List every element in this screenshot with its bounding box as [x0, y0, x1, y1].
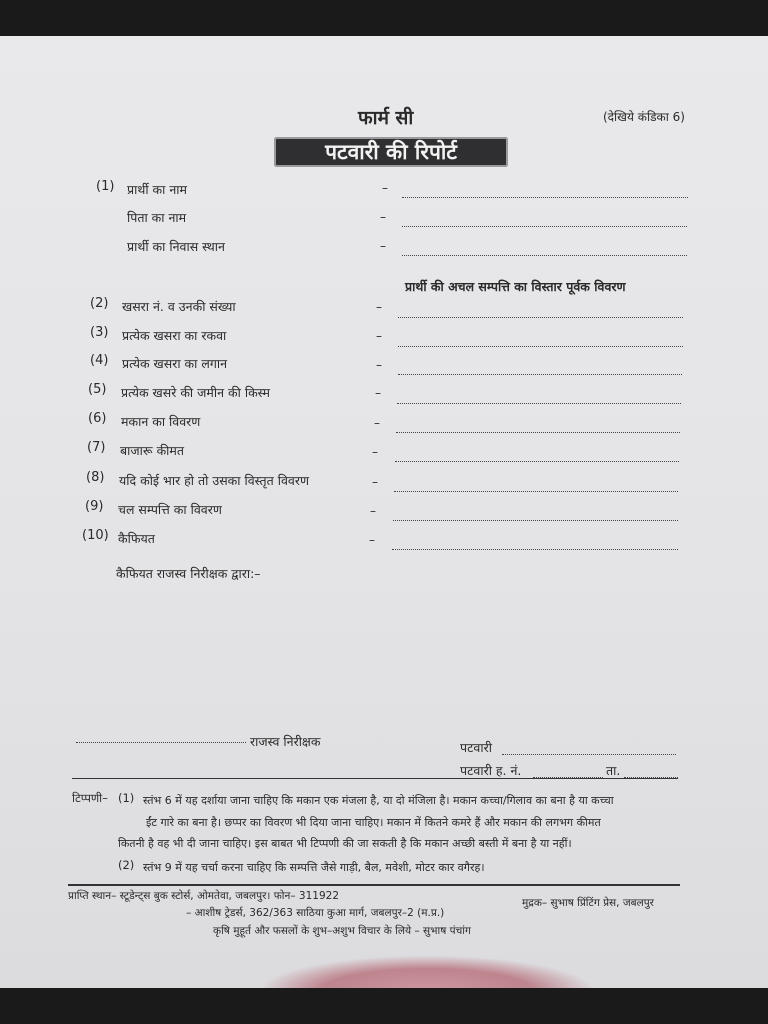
availability-line: प्राप्ति स्थान– स्टूडेन्ट्स बुक स्टोर्स, ओमतेवा, जबलपुर। फोन– 311922 — [68, 890, 340, 902]
footer-divider — [68, 884, 680, 886]
notes-label: टिप्पणी– — [72, 791, 108, 805]
residence-field[interactable] — [402, 255, 687, 256]
khasra-area-field[interactable] — [398, 346, 683, 347]
separator-dash: – — [380, 210, 386, 224]
field-number: (1) — [96, 179, 115, 194]
khasra-area-label: प्रत्येक खसरा का रकवा — [122, 328, 227, 343]
separator-dash: – — [376, 358, 382, 372]
field-number: (9) — [85, 499, 104, 514]
applicant-name-label: प्रार्थी का नाम — [127, 182, 188, 197]
separator-dash: – — [376, 329, 382, 343]
residence-label: प्रार्थी का निवास स्थान — [127, 239, 225, 254]
patwari-signature-line[interactable] — [502, 754, 676, 755]
khasra-rent-field[interactable] — [398, 374, 682, 375]
field-number: (8) — [86, 470, 105, 485]
separator-dash: – — [372, 475, 378, 489]
separator-dash: – — [372, 445, 378, 459]
market-value-label: बाजारू कीमत — [120, 443, 185, 458]
father-name-label: पिता का नाम — [127, 210, 187, 225]
panchang-line: कृषि मुहूर्त और फसलों के शुभ–अशुभ विचार के लिये – सुभाष पंचांग — [213, 925, 471, 937]
separator-dash: – — [369, 533, 375, 547]
patwari-number-label: पटवारी ह. नं. — [460, 763, 522, 778]
separator-dash: – — [382, 181, 388, 195]
inspector-remarks-label: कैफियत राजस्व निरीक्षक द्वारा:– — [116, 566, 261, 581]
land-type-field[interactable] — [397, 403, 681, 404]
date-label: ता. — [606, 763, 621, 778]
remarks-label: कैफियत — [118, 531, 155, 546]
printer-line: मुद्रक– सुभाष प्रिंटिंग प्रेस, जबलपुर — [522, 897, 654, 909]
inspector-remarks-area[interactable] — [116, 596, 676, 726]
separator-dash: – — [375, 386, 381, 400]
divider — [72, 778, 678, 779]
field-number: (10) — [82, 528, 109, 543]
patwari-label: पटवारी — [460, 740, 492, 755]
field-number: (3) — [90, 325, 109, 340]
encumbrance-label: यदि कोई भार हो तो उसका विस्तृत विवरण — [119, 473, 310, 488]
paper-stain — [262, 956, 592, 988]
inspector-signature-line[interactable] — [76, 742, 246, 743]
note-1-line-3: कितनी है वह भी दी जाना चाहिए। इस बाबत भी टिप्पणी की जा सकती है कि मकान अच्छी बस्ती में बना है या नहीं। — [118, 837, 572, 850]
khasra-rent-label: प्रत्येक खसरा का लगान — [122, 356, 228, 371]
note-1-line-1: स्तंभ 6 में यह दर्शाया जाना चाहिए कि मकान एक मंजला है, या दो मंजिला है। मकान कच्चा/गिलाव का बना है या कच्चा — [143, 794, 614, 807]
note-number: (1) — [118, 791, 135, 805]
encumbrance-field[interactable] — [394, 491, 678, 492]
applicant-name-field[interactable] — [402, 197, 688, 198]
field-number: (2) — [90, 296, 109, 311]
father-name-field[interactable] — [402, 226, 687, 227]
report-banner: पटवारी की रिपोर्ट — [274, 137, 508, 167]
separator-dash: – — [376, 300, 382, 314]
separator-dash: – — [380, 239, 386, 253]
field-number: (5) — [88, 382, 107, 397]
property-heading: प्रार्थी की अचल सम्पत्ति का विस्तार पूर्वक विवरण — [405, 279, 626, 294]
form-page — [0, 36, 768, 988]
movable-property-label: चल सम्पत्ति का विवरण — [118, 502, 222, 517]
market-value-field[interactable] — [395, 461, 679, 462]
trader-line: – आशीष ट्रेडर्स, 362/363 साठिया कुआ मार्ग, जबलपुर–2 (म.प्र.) — [186, 907, 445, 919]
field-number: (6) — [88, 411, 107, 426]
house-details-label: मकान का विवरण — [121, 414, 201, 429]
movable-property-field[interactable] — [393, 520, 678, 521]
field-number: (4) — [90, 353, 109, 368]
khasra-number-field[interactable] — [398, 317, 683, 318]
note-number: (2) — [118, 858, 135, 872]
separator-dash: – — [370, 504, 376, 518]
remarks-field[interactable] — [392, 549, 678, 550]
separator-dash: – — [374, 416, 380, 430]
field-number: (7) — [87, 440, 106, 455]
form-title: फार्म सी — [358, 107, 414, 129]
land-type-label: प्रत्येक खसरे की जमीन की किस्म — [121, 385, 271, 400]
paragraph-reference: (देखिये कंडिका 6) — [603, 110, 685, 124]
revenue-inspector-label: राजस्व निरीक्षक — [250, 734, 321, 749]
house-details-field[interactable] — [396, 432, 680, 433]
note-1-line-2: ईंट गारे का बना है। छप्पर का विवरण भी दिया जाना चाहिए। मकान में कितने कमरे हैं और मकान की लगभग कीमत — [146, 816, 601, 829]
note-2-line: स्तंभ 9 में यह चर्चा करना चाहिए कि सम्पत्ति जैसे गाड़ी, बैल, मवेशी, मोटर कार वगैरह। — [143, 861, 485, 874]
khasra-number-label: खसरा नं. व उनकी संख्या — [122, 299, 236, 314]
